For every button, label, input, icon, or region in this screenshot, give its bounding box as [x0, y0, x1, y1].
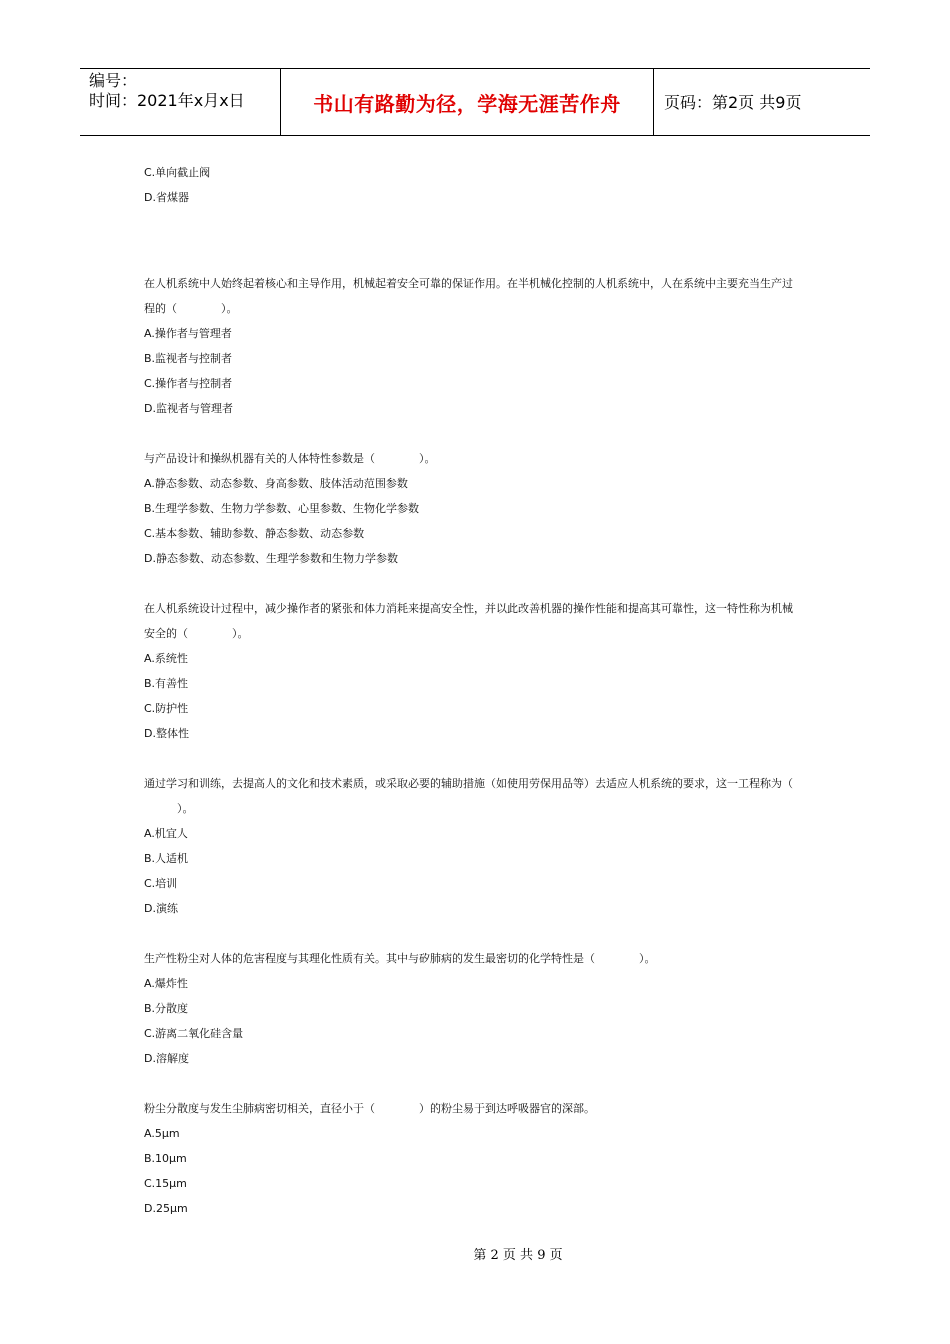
question-stem: 在人机系统中人始终起着核心和主导作用，机械起着安全可靠的保证作用。在半机械化控制的人机系统中，人在系统中主要充当生产过	[144, 277, 793, 290]
question-stem-cont: ）。	[144, 802, 194, 815]
option-a: A.操作者与管理者	[144, 327, 232, 340]
header-meta-cell	[80, 69, 281, 135]
option-b: B.人适机	[144, 852, 189, 865]
document-id-label: 编号：	[89, 71, 138, 90]
question-stem: 通过学习和训练，去提高人的文化和技术素质，或采取必要的辅助措施（如使用劳保用品等）去适应人机系统的要求，这一工程称为（	[144, 777, 793, 790]
option-d: D.溶解度	[144, 1052, 189, 1065]
option-a: A.机宜人	[144, 827, 188, 840]
option-d: D.省煤器	[144, 191, 189, 204]
question-stem-cont: 安全的（ ）。	[144, 627, 249, 640]
option-c: C.防护性	[144, 702, 189, 715]
question-3	[144, 596, 809, 746]
header-motto-cell	[281, 69, 654, 135]
option-b: B.有善性	[144, 677, 189, 690]
option-d: D.整体性	[144, 727, 189, 740]
option-a: A.系统性	[144, 652, 188, 665]
option-d: D.演练	[144, 902, 178, 915]
header-motto: 书山有路勤为径，学海无涯苦作舟	[313, 92, 621, 116]
question-continued	[144, 160, 809, 210]
question-stem: 粉尘分散度与发生尘肺病密切相关，直径小于（ ）的粉尘易于到达呼吸器官的深部。	[144, 1102, 595, 1115]
question-4	[144, 771, 809, 921]
question-2	[144, 446, 809, 571]
option-c: C.操作者与控制者	[144, 377, 233, 390]
header-page-info: 页码：第2页 共9页	[664, 93, 802, 112]
question-1	[144, 271, 809, 421]
option-d: D.25μm	[144, 1202, 188, 1215]
header-page-cell	[654, 69, 870, 135]
question-stem-cont: 程的（ ）。	[144, 302, 238, 315]
page-footer: 第 2 页 共 9 页	[473, 1248, 563, 1263]
document-date-label: 时间：2021年x月x日	[89, 91, 245, 110]
option-c: C.培训	[144, 877, 178, 890]
option-d: D.静态参数、动态参数、生理学参数和生物力学参数	[144, 552, 398, 565]
option-d: D.监视者与管理者	[144, 402, 233, 415]
option-a: A.爆炸性	[144, 977, 188, 990]
question-stem: 生产性粉尘对人体的危害程度与其理化性质有关。其中与矽肺病的发生最密切的化学特性是（ ）。	[144, 952, 656, 965]
option-c: C.游离二氧化硅含量	[144, 1027, 244, 1040]
question-stem: 与产品设计和操纵机器有关的人体特性参数是（ ）。	[144, 452, 436, 465]
option-c: C.基本参数、辅助参数、静态参数、动态参数	[144, 527, 365, 540]
option-b: B.分散度	[144, 1002, 189, 1015]
question-6	[144, 1096, 809, 1221]
question-5	[144, 946, 809, 1071]
question-stem: 在人机系统设计过程中，减少操作者的紧张和体力消耗来提高安全性，并以此改善机器的操作性能和提高其可靠性，这一特性称为机械	[144, 602, 793, 615]
option-a: A.静态参数、动态参数、身高参数、肢体活动范围参数	[144, 477, 408, 490]
page-header	[80, 68, 870, 136]
option-c: C.单向截止阀	[144, 166, 211, 179]
option-b: B.生理学参数、生物力学参数、心里参数、生物化学参数	[144, 502, 420, 515]
option-c: C.15μm	[144, 1177, 187, 1190]
option-a: A.5μm	[144, 1127, 180, 1140]
option-b: B.监视者与控制者	[144, 352, 233, 365]
option-b: B.10μm	[144, 1152, 187, 1165]
question-list	[144, 160, 809, 1221]
